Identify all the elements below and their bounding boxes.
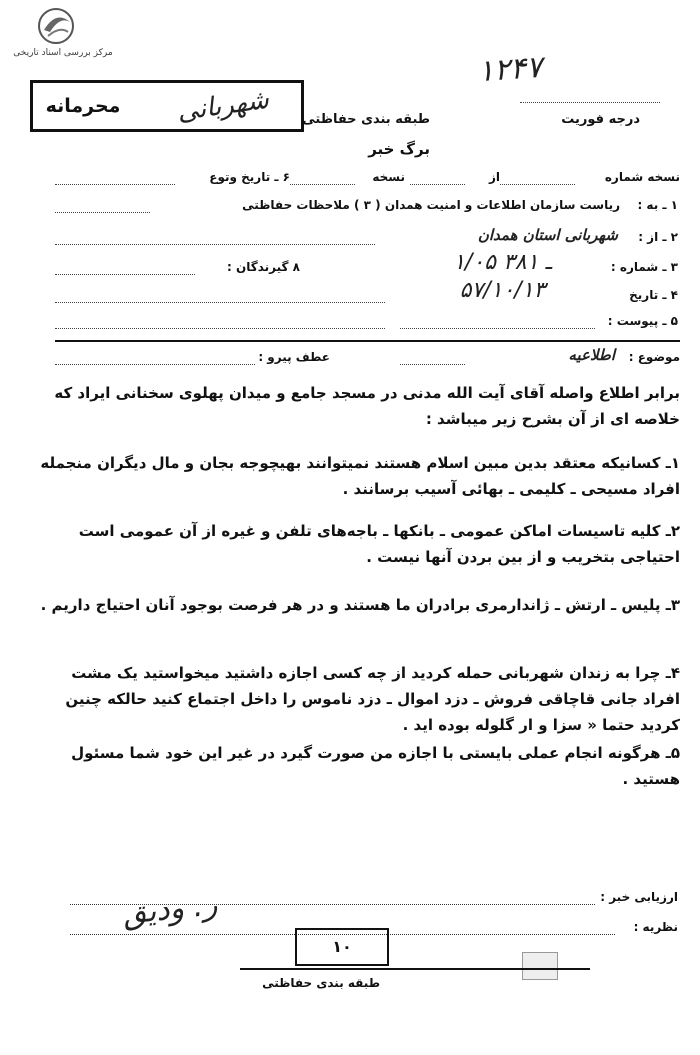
bottom-classification-label: طبقه بندی حفاظتی (262, 976, 380, 990)
subject-value: اطلاعیه (568, 346, 615, 364)
priority-label: درجه فوریت (561, 112, 640, 127)
handwritten-doc-number: ۱۲۴۷ (476, 49, 544, 90)
to-label: ۱ ـ به : (637, 198, 678, 212)
point-1: ۱ـ کسانیکه معتقد بدین مبین اسلام هستند نمیتوانند بهیچوجه بجان و مال دیگران منجمله افراد مسیحی ـ کلیمی ـ بهائی آسیب برسانند . (40, 454, 680, 498)
archive-logo-icon (36, 6, 76, 46)
stamp-box-text: محرمانه (45, 95, 121, 117)
archive-caption: مرکز بررسی اسناد تاریخی (13, 48, 113, 58)
header-divider (55, 340, 680, 342)
corner-mark (522, 952, 558, 980)
number-value: ۱/۰۵ ـ ۳۸۱ (453, 250, 552, 275)
stamp-hand-text: شهربانی (175, 84, 271, 128)
point-5: ۵ـ هرگونه انجام عملی بایستی با اجازه من صورت گیرد در غیر این خود شما مسئول هستید . (71, 744, 680, 788)
point-2: ۲ـ کلیه تاسیسات اماکن عمومی ـ بانکها ـ باجه‌های تلفن و غیره از آن عمومی است احتیاجی بتخریب و از بین بردن آنها نیست . (78, 522, 680, 566)
opinion-label: نظریه : (633, 920, 678, 934)
classification-label: طبقه بندی حفاظتی (302, 112, 430, 127)
to-value: ریاست سازمان اطلاعات و امنیت همدان ( ۳ ) ملاحظات حفاظتی (242, 198, 620, 212)
point-3: ۳ـ پلیس ـ ارتش ـ ژاندارمری برادران ما هستند و در هر فرصت بوجود آنان احتیاج داریم . (40, 596, 680, 614)
number-label: ۳ ـ شماره : (610, 260, 678, 274)
subject-label: موضوع : (628, 350, 680, 364)
footer-rule (240, 968, 590, 970)
classification-stamp (30, 80, 304, 132)
form-title: برگ خبر (368, 140, 430, 158)
signature: ر. ودیق (121, 887, 219, 932)
copy-number-label: نسخه شماره (604, 170, 680, 184)
priority-line (520, 102, 660, 103)
occurrence-date-label: ۶ ـ تاریخ وتوع (209, 170, 290, 184)
action-label: عطف پیرو : (258, 350, 330, 364)
of-label: از (488, 170, 500, 184)
bottom-stamp-text: ۱۰ (332, 937, 352, 956)
from-label: ۲ ـ از : (638, 230, 678, 244)
assessment-label: ارزیابی خبر : (600, 890, 678, 904)
recipients-label: ۸ گیرندگان : (227, 260, 300, 274)
from-value: شهربانی استان همدان (477, 226, 618, 244)
date-label: ۴ ـ تاریخ (629, 288, 678, 302)
intro-paragraph: برابر اطلاع واصله آقای آیت الله مدنی در مسجد جامع و میدان پهلوی سخنانی ایراد که خلاصه ای از آن بشرح زیر میباشد : (54, 384, 680, 428)
bottom-stamp (295, 928, 389, 966)
copies-label: نسخه (372, 170, 405, 184)
date-value: ۵۷/۱۰/۱۳ (459, 278, 546, 303)
attachment-label: ۵ ـ پیوست : (607, 314, 678, 328)
point-4: ۴ـ چرا به زندان شهربانی حمله کردید از چه کسی اجازه داشتید میخواستید یک مشت افراد جانی قاچاقی فروش ـ دزد اموال ـ دزد ناموس را داخل اجتماع کنید حالکه چنین کردید حتما « سزا و ار گلوله بوده اید . (65, 664, 680, 734)
